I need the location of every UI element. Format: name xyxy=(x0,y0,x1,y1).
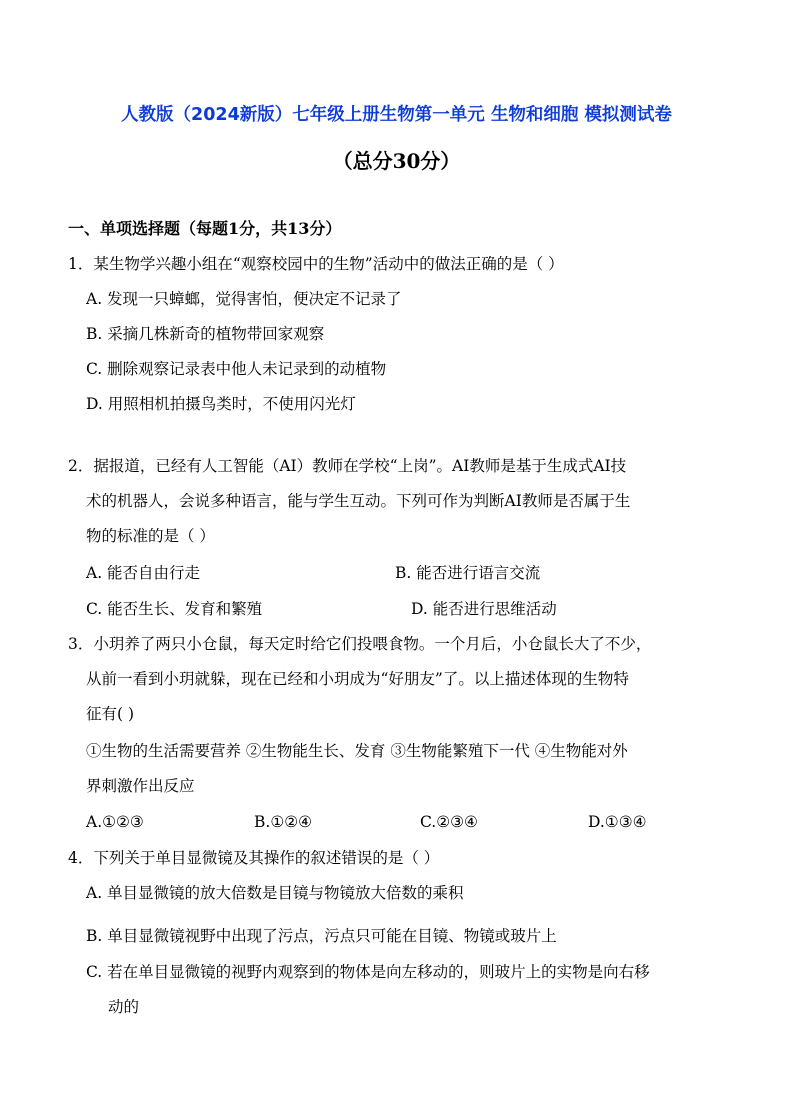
question-4-option-b: B. 单目显微镜视野中出现了污点，污点只可能在目镜、物镜或玻片上 xyxy=(86,927,557,945)
question-3-stem-line-1: 3．小玥养了两只小仓鼠，每天定时给它们投喂食物。一个月后，小仓鼠长大了不少， xyxy=(68,635,652,653)
question-3-statements-line-1: ①生物的生活需要营养 ②生物能生长、发育 ③生物能繁殖下一代 ④生物能对外 xyxy=(86,742,628,760)
question-4-option-c-continued: 动的 xyxy=(108,998,140,1016)
section-heading-single-choice: 一、单项选择题（每题1分，共13分） xyxy=(68,219,342,238)
question-3-stem-line-2: 从前一看到小玥就躲，现在已经和小玥成为“好朋友”了。以上描述体现的生物特 xyxy=(86,670,629,688)
question-1-option-b: B. 采摘几株新奇的植物带回家观察 xyxy=(86,325,325,343)
exam-total-score: （总分30分） xyxy=(332,149,461,173)
question-1-option-c: C. 删除观察记录表中他人未记录到的动植物 xyxy=(86,360,387,378)
question-2-option-a: A. 能否自由行走 xyxy=(86,564,201,582)
question-1-stem: 1．某生物学兴趣小组在“观察校园中的生物”活动中的做法正确的是（ ） xyxy=(68,255,564,273)
question-2-stem-line-2: 术的机器人，会说多种语言，能与学生互动。下列可作为判断AI教师是否属于生 xyxy=(86,492,631,510)
question-4-option-a: A. 单目显微镜的放大倍数是目镜与物镜放大倍数的乘积 xyxy=(86,884,464,902)
question-3-option-d: D.①③④ xyxy=(588,813,647,831)
question-2-option-b: B. 能否进行语言交流 xyxy=(395,564,541,582)
exam-title: 人教版（2024新版）七年级上册生物第一单元 生物和细胞 模拟测试卷 xyxy=(121,105,672,125)
question-4-stem: 4．下列关于单目显微镜及其操作的叙述错误的是（ ） xyxy=(68,849,440,867)
question-1-option-d: D. 用照相机拍摄鸟类时，不使用闪光灯 xyxy=(86,395,356,413)
question-2-option-d: D. 能否进行思维活动 xyxy=(411,600,557,618)
question-3-option-a: A.①②③ xyxy=(86,813,144,831)
question-3-stem-line-3: 征有( ) xyxy=(86,705,135,723)
question-3-option-b: B.①②④ xyxy=(254,813,313,831)
question-2-stem-line-3: 物的标准的是（ ） xyxy=(86,527,215,545)
question-4-option-c: C. 若在单目显微镜的视野内观察到的物体是向左移动的，则玻片上的实物是向右移 xyxy=(86,963,650,981)
question-3-option-c: C.②③④ xyxy=(420,813,478,831)
question-2-stem-line-1: 2．据报道，已经有人工智能（AI）教师在学校“上岗”。AI教师是基于生成式AI技 xyxy=(68,457,627,475)
question-2-option-c: C. 能否生长、发育和繁殖 xyxy=(86,600,263,618)
question-1-option-a: A. 发现一只蟑螂，觉得害怕，便决定不记录了 xyxy=(86,290,402,308)
question-3-statements-line-2: 界刺激作出反应 xyxy=(86,777,195,795)
